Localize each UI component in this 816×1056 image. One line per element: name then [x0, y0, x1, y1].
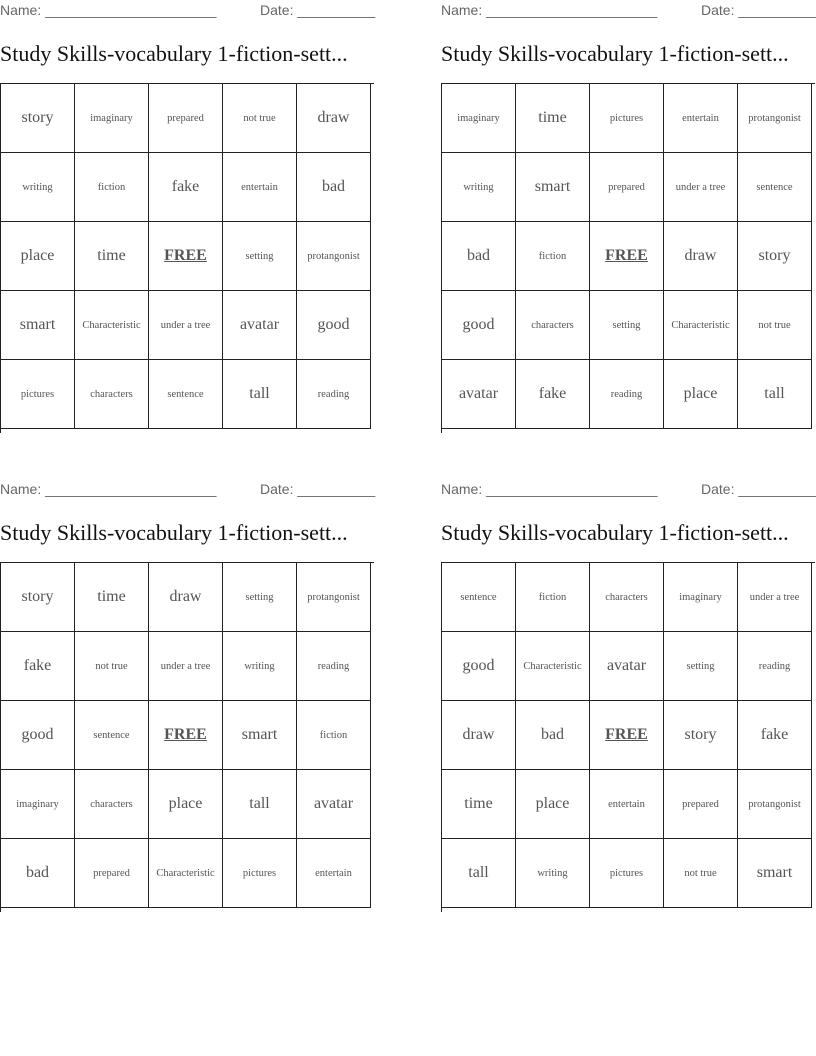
bingo-cell: under a tree [738, 563, 812, 632]
bingo-cell: place [1, 222, 75, 291]
bingo-cell: good [442, 632, 516, 701]
name-date-line [0, 479, 375, 499]
bingo-cell: prepared [664, 770, 738, 839]
bingo-cell: fake [149, 153, 223, 222]
bingo-cell: smart [516, 153, 590, 222]
bingo-cell: characters [75, 360, 149, 429]
bingo-cell: writing [223, 632, 297, 701]
bingo-cell: bad [516, 701, 590, 770]
bingo-cell: not true [75, 632, 149, 701]
bingo-cell: Characteristic [516, 632, 590, 701]
bingo-cell: reading [738, 632, 812, 701]
date-field: Date: __________ [701, 2, 816, 18]
date-field: Date: __________ [260, 481, 376, 497]
name-field: Name: ______________________ [0, 2, 217, 18]
bingo-cell: Characteristic [664, 291, 738, 360]
bingo-cell: reading [297, 632, 371, 701]
bingo-cell: prepared [149, 84, 223, 153]
bingo-cell: place [664, 360, 738, 429]
bingo-cell: avatar [442, 360, 516, 429]
free-space: FREE [590, 222, 664, 291]
bingo-cell: prepared [75, 839, 149, 908]
bingo-cell: not true [223, 84, 297, 153]
bingo-cell: imaginary [442, 84, 516, 153]
bingo-cell: story [738, 222, 812, 291]
bingo-cell: place [149, 770, 223, 839]
bingo-cell: Characteristic [149, 839, 223, 908]
bingo-cell: under a tree [149, 632, 223, 701]
bingo-cell: imaginary [75, 84, 149, 153]
bingo-cell: protangonist [738, 770, 812, 839]
bingo-cell: under a tree [149, 291, 223, 360]
bingo-cell: characters [590, 563, 664, 632]
bingo-cell: time [75, 222, 149, 291]
bingo-cell: draw [664, 222, 738, 291]
bingo-cell: good [1, 701, 75, 770]
bingo-cell: story [1, 563, 75, 632]
bingo-cell: imaginary [1, 770, 75, 839]
card-title: Study Skills-vocabulary 1-fiction-sett... [441, 520, 789, 545]
bingo-cell: setting [223, 222, 297, 291]
bingo-cell: smart [1, 291, 75, 360]
bingo-cell: fiction [75, 153, 149, 222]
bingo-cell: entertain [297, 839, 371, 908]
bingo-cell: setting [664, 632, 738, 701]
bingo-cell: entertain [590, 770, 664, 839]
bingo-cell: entertain [664, 84, 738, 153]
bingo-cell: sentence [738, 153, 812, 222]
bingo-cell: story [664, 701, 738, 770]
bingo-cell: fiction [297, 701, 371, 770]
bingo-cell: writing [1, 153, 75, 222]
bingo-cell: writing [516, 839, 590, 908]
bingo-cell: fake [516, 360, 590, 429]
bingo-cell: imaginary [664, 563, 738, 632]
free-space: FREE [149, 222, 223, 291]
card-title: Study Skills-vocabulary 1-fiction-sett... [441, 41, 789, 66]
bingo-cell: fake [738, 701, 812, 770]
bingo-cell: Characteristic [75, 291, 149, 360]
bingo-cell: avatar [223, 291, 297, 360]
bingo-cell: tall [442, 839, 516, 908]
date-field: Date: __________ [701, 481, 816, 497]
free-space: FREE [149, 701, 223, 770]
bingo-cell: sentence [75, 701, 149, 770]
bingo-cell: characters [516, 291, 590, 360]
bingo-cell: tall [223, 770, 297, 839]
bingo-cell: smart [738, 839, 812, 908]
bingo-grid [441, 562, 815, 912]
name-field: Name: ______________________ [441, 481, 658, 497]
bingo-cell: setting [590, 291, 664, 360]
bingo-cell: smart [223, 701, 297, 770]
bingo-cell: prepared [590, 153, 664, 222]
bingo-cell: tall [223, 360, 297, 429]
bingo-cell: fiction [516, 222, 590, 291]
card-title: Study Skills-vocabulary 1-fiction-sett... [0, 41, 348, 66]
bingo-cell: sentence [149, 360, 223, 429]
bingo-grid [441, 83, 815, 433]
bingo-cell: avatar [297, 770, 371, 839]
bingo-cell: time [442, 770, 516, 839]
bingo-cell: avatar [590, 632, 664, 701]
name-field: Name: ______________________ [0, 481, 217, 497]
bingo-cell: setting [223, 563, 297, 632]
bingo-cell: protangonist [297, 563, 371, 632]
bingo-cell: draw [297, 84, 371, 153]
bingo-cell: protangonist [297, 222, 371, 291]
bingo-cell: good [442, 291, 516, 360]
bingo-cell: bad [442, 222, 516, 291]
bingo-cell: not true [664, 839, 738, 908]
name-field: Name: ______________________ [441, 2, 658, 18]
bingo-cell: bad [1, 839, 75, 908]
bingo-cell: under a tree [664, 153, 738, 222]
bingo-cell: story [1, 84, 75, 153]
free-space: FREE [590, 701, 664, 770]
bingo-cell: entertain [223, 153, 297, 222]
bingo-cell: pictures [590, 84, 664, 153]
bingo-cell: time [75, 563, 149, 632]
date-field: Date: __________ [260, 2, 376, 18]
bingo-cell: bad [297, 153, 371, 222]
bingo-cell: fake [1, 632, 75, 701]
bingo-cell: characters [75, 770, 149, 839]
bingo-cell: not true [738, 291, 812, 360]
bingo-grid [0, 562, 374, 912]
bingo-cell: draw [149, 563, 223, 632]
name-date-line [441, 479, 816, 499]
name-date-line [441, 0, 816, 20]
bingo-cell: fiction [516, 563, 590, 632]
bingo-cell: good [297, 291, 371, 360]
card-title: Study Skills-vocabulary 1-fiction-sett... [0, 520, 348, 545]
bingo-cell: draw [442, 701, 516, 770]
bingo-cell: pictures [223, 839, 297, 908]
bingo-grid [0, 83, 374, 433]
bingo-cell: tall [738, 360, 812, 429]
bingo-cell: writing [442, 153, 516, 222]
bingo-cell: reading [297, 360, 371, 429]
name-date-line [0, 0, 375, 20]
bingo-cell: pictures [1, 360, 75, 429]
bingo-cell: protangonist [738, 84, 812, 153]
bingo-cell: pictures [590, 839, 664, 908]
bingo-cell: time [516, 84, 590, 153]
bingo-cell: reading [590, 360, 664, 429]
bingo-cell: sentence [442, 563, 516, 632]
bingo-cell: place [516, 770, 590, 839]
